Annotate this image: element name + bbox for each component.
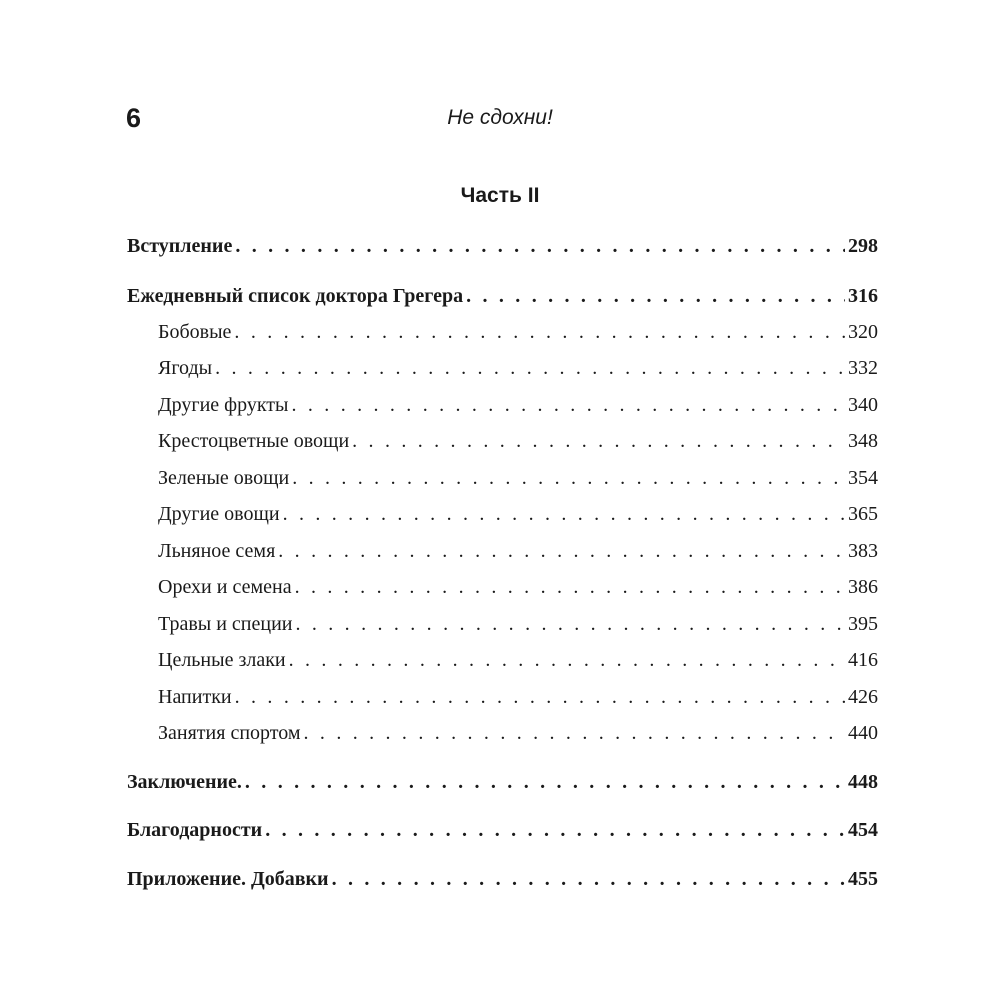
toc-entry-title: Травы и специи [158,613,293,635]
toc-entry-appendix-supplements[interactable] [127,861,878,897]
toc-entry-page: 383 [848,540,878,562]
running-title: Не сдохни! [447,106,553,129]
toc-entry-title: Другие фрукты [158,394,289,416]
dot-leader [265,812,845,848]
toc-entry-page: 440 [848,722,878,744]
toc-entry-greens[interactable] [158,460,878,496]
dot-leader [283,496,845,532]
dot-leader [332,861,845,897]
page-number: 6 [126,103,142,133]
toc-entry-title: Ягоды [158,357,213,379]
toc-entry-beverages[interactable] [158,679,878,715]
toc-entry-title: Бобовые [158,321,232,343]
toc-entry-page: 365 [848,503,878,525]
dot-leader [292,387,846,423]
toc-entry-page: 454 [848,819,878,841]
toc-entry-title: Цельные злаки [158,649,286,671]
toc-entry-title: Другие овощи [158,503,280,525]
toc-entry-page: 298 [848,235,878,257]
toc-entry-daily-dozen[interactable] [127,278,878,314]
dot-leader [295,606,845,642]
dot-leader [234,314,845,350]
part-heading: Часть II [460,184,540,207]
dot-leader [304,715,845,751]
toc-entry-title: Ежедневный список доктора Грегера [127,285,464,307]
toc-entry-exercise[interactable] [158,715,878,751]
dot-leader [215,350,845,386]
toc-entry-page: 386 [848,576,878,598]
toc-entry-title: Благодарности [127,819,263,841]
toc-entry-title: Зеленые овощи [158,467,290,489]
toc-entry-title: Приложение. Добавки [127,868,329,890]
toc-entry-page: 395 [848,613,878,635]
toc-entry-title: Напитки [158,686,232,708]
toc-entry-acknowledgements[interactable] [127,812,878,848]
toc-entry-page: 416 [848,649,878,671]
toc-entry-flaxseed[interactable] [158,533,878,569]
toc-entry-page: 426 [848,686,878,708]
toc-entry-page: 316 [848,285,878,307]
dot-leader [292,460,845,496]
dot-leader [278,533,845,569]
toc-entry-introduction[interactable] [127,228,878,264]
toc-entry-title: Льняное семя [158,540,276,562]
toc-entry-page: 332 [848,357,878,379]
toc-entry-page: 348 [848,430,878,452]
toc-entry-beans[interactable] [158,314,878,350]
toc-entry-page: 455 [848,868,878,890]
toc-entry-title: Крестоцветные овощи [158,430,350,452]
toc-entry-title: Вступление [127,235,233,257]
toc-entry-page: 340 [848,394,878,416]
dot-leader [466,278,845,314]
dot-leader [245,764,845,800]
toc-entry-other-fruits[interactable] [158,387,878,423]
dot-leader [289,642,845,678]
toc-entry-page: 354 [848,467,878,489]
dot-leader [295,569,845,605]
toc-entry-page: 320 [848,321,878,343]
toc-entry-page: 448 [848,771,878,793]
dot-leader [235,679,845,715]
toc-entry-nuts-seeds[interactable] [158,569,878,605]
toc-entry-cruciferous[interactable] [158,423,878,459]
toc-entry-other-vegetables[interactable] [158,496,878,532]
toc-entry-conclusion[interactable] [127,764,878,800]
toc-entry-title: Орехи и семена [158,576,292,598]
dot-leader [352,423,845,459]
toc-entry-title: Заключение. [127,771,242,793]
dot-leader [235,228,845,264]
toc-entry-herbs-spices[interactable] [158,606,878,642]
toc-entry-whole-grains[interactable] [158,642,878,678]
toc-entry-berries[interactable] [158,350,878,386]
toc-entry-title: Занятия спортом [158,722,301,744]
